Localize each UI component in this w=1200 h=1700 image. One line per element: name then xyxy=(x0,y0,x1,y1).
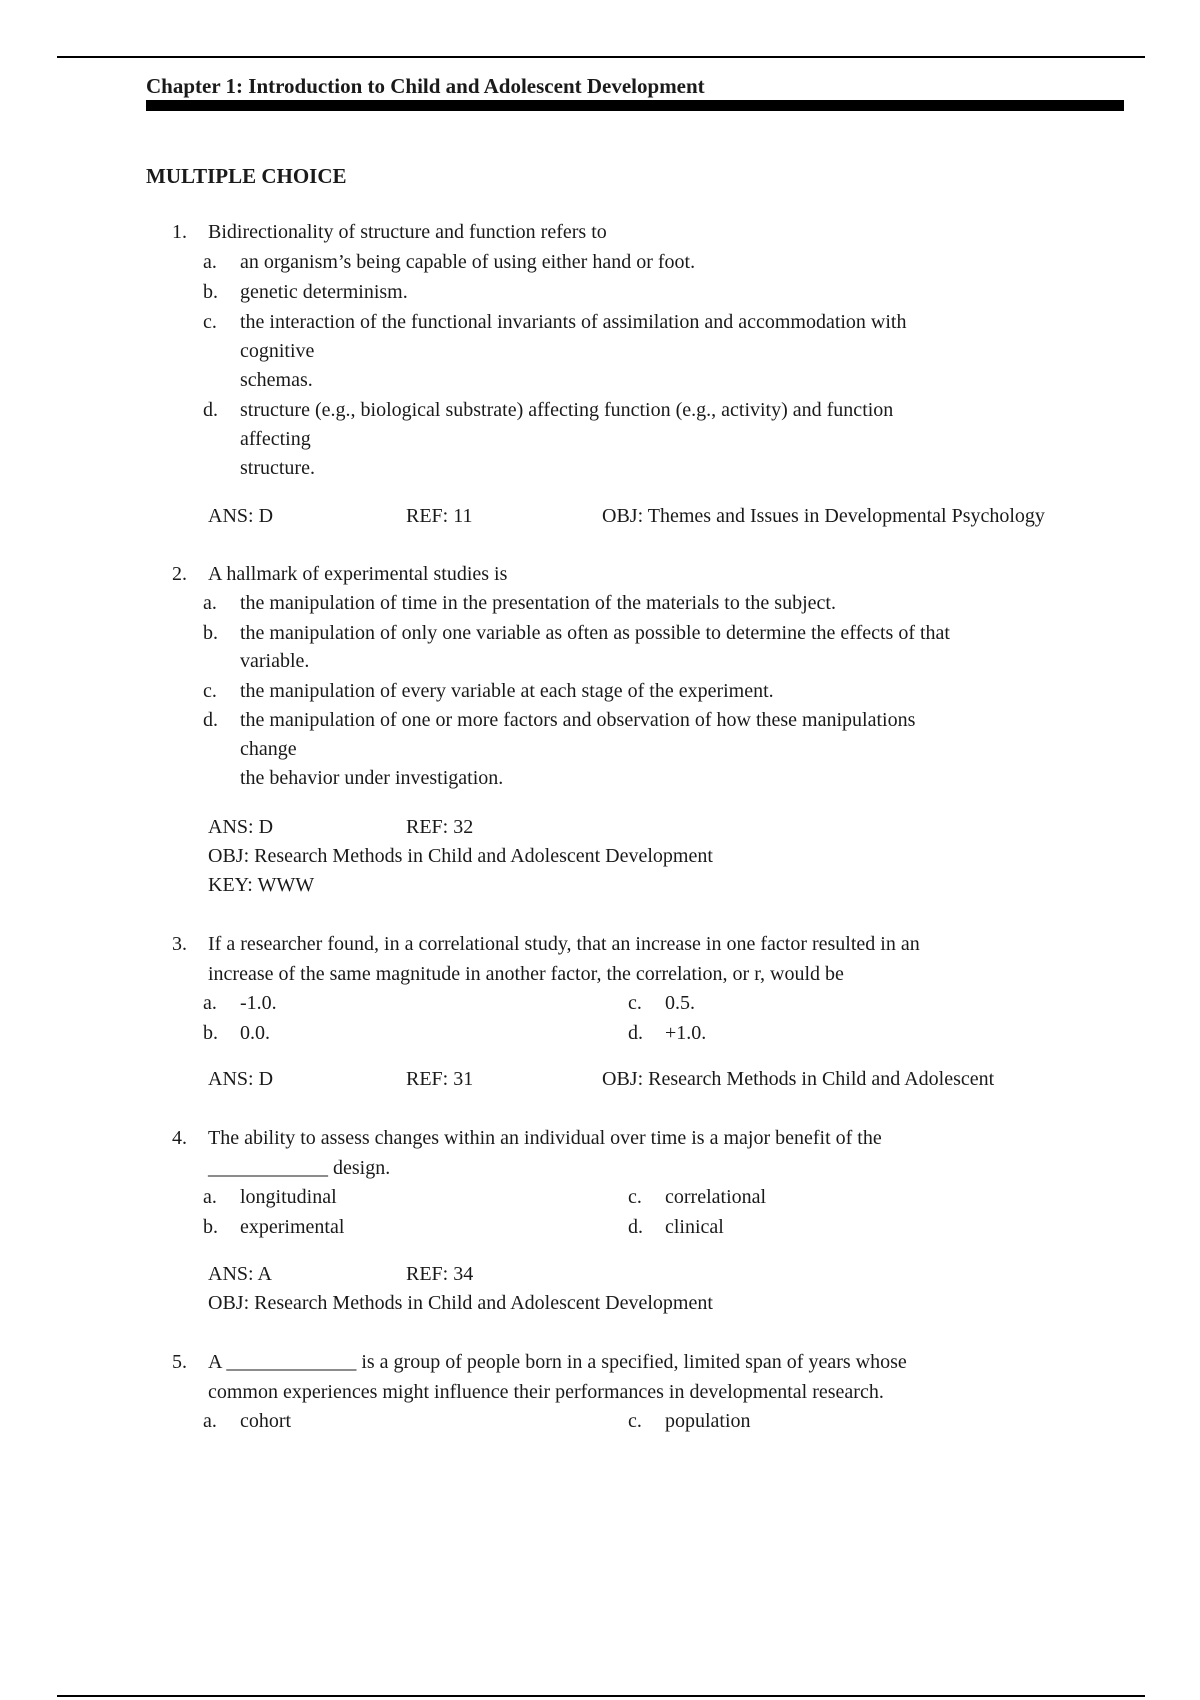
option-letter: a. xyxy=(203,251,217,273)
option-letter: d. xyxy=(628,1216,643,1238)
option-text: the manipulation of every variable at each stage of the experiment. xyxy=(240,680,774,702)
option-text: 0.5. xyxy=(665,992,695,1014)
option-letter: c. xyxy=(628,1186,642,1208)
option-text: schemas. xyxy=(240,369,313,391)
objective: OBJ: Research Methods in Child and Adolescent Development xyxy=(208,845,713,867)
option-letter: b. xyxy=(203,281,218,303)
option-text: longitudinal xyxy=(240,1186,337,1208)
bottom-rule xyxy=(57,1695,1145,1697)
answer: ANS: D xyxy=(208,816,274,838)
option-text: the behavior under investigation. xyxy=(240,767,504,789)
option-letter: a. xyxy=(203,1186,217,1208)
question-stem: A _____________ is a group of people born in a specified, limited span of years whose xyxy=(208,1351,907,1373)
reference: REF: 11 xyxy=(406,505,473,527)
question-number: 1. xyxy=(172,221,187,243)
reference: REF: 31 xyxy=(406,1068,474,1090)
option-text: correlational xyxy=(665,1186,767,1208)
option-letter: d. xyxy=(203,399,218,421)
option-text: structure (e.g., biological substrate) affecting function (e.g., activity) and function xyxy=(240,399,894,421)
option-text: the manipulation of only one variable as often as possible to determine the effects of that xyxy=(240,622,950,644)
question-stem: increase of the same magnitude in another factor, the correlation, or r, would be xyxy=(208,963,844,985)
option-letter: a. xyxy=(203,992,217,1014)
option-text: +1.0. xyxy=(665,1022,707,1044)
option-text: the manipulation of time in the presentation of the materials to the subject. xyxy=(240,592,836,614)
option-letter: a. xyxy=(203,592,217,614)
question-number: 3. xyxy=(172,933,187,955)
reference: REF: 34 xyxy=(406,1263,474,1285)
option-text: -1.0. xyxy=(240,992,277,1014)
question-number: 5. xyxy=(172,1351,187,1373)
reference: REF: 32 xyxy=(406,816,474,838)
answer: ANS: D xyxy=(208,505,274,527)
answer: ANS: A xyxy=(208,1263,272,1285)
chapter-title: Chapter 1: Introduction to Child and Adolescent Development xyxy=(146,74,705,98)
chapter-title-underline xyxy=(146,100,1124,111)
option-letter: c. xyxy=(628,992,642,1014)
option-letter: b. xyxy=(203,622,218,644)
section-title: MULTIPLE CHOICE xyxy=(146,164,347,188)
option-text: the manipulation of one or more factors and observation of how these manipulations xyxy=(240,709,916,731)
option-text: genetic determinism. xyxy=(240,281,408,303)
option-text: structure. xyxy=(240,457,315,479)
option-letter: a. xyxy=(203,1410,217,1432)
option-text: experimental xyxy=(240,1216,345,1238)
option-text: cognitive xyxy=(240,340,315,362)
option-text: clinical xyxy=(665,1216,724,1238)
objective: OBJ: Research Methods in Child and Adolescent Development xyxy=(208,1292,713,1314)
question-stem: ____________ design. xyxy=(208,1157,391,1179)
option-letter: d. xyxy=(628,1022,643,1044)
objective: OBJ: Themes and Issues in Developmental Psychology xyxy=(602,505,1045,527)
answer: ANS: D xyxy=(208,1068,274,1090)
question-number: 4. xyxy=(172,1127,187,1149)
option-letter: b. xyxy=(203,1216,218,1238)
option-text: 0.0. xyxy=(240,1022,270,1044)
key: KEY: WWW xyxy=(208,874,315,896)
option-text: affecting xyxy=(240,428,311,450)
option-text: the interaction of the functional invariants of assimilation and accommodation with xyxy=(240,311,907,333)
question-stem: If a researcher found, in a correlational study, that an increase in one factor resulted in an xyxy=(208,933,920,955)
question-stem: common experiences might influence their performances in developmental research. xyxy=(208,1381,884,1403)
option-text: variable. xyxy=(240,650,310,672)
question-number: 2. xyxy=(172,563,187,585)
objective: OBJ: Research Methods in Child and Adolescent xyxy=(602,1068,995,1090)
option-letter: c. xyxy=(203,311,217,333)
option-text: change xyxy=(240,738,297,760)
option-text: cohort xyxy=(240,1410,292,1432)
question-stem: Bidirectionality of structure and function refers to xyxy=(208,221,607,243)
top-rule xyxy=(57,56,1145,58)
option-text: an organism’s being capable of using either hand or foot. xyxy=(240,251,696,273)
option-letter: d. xyxy=(203,709,218,731)
question-stem: A hallmark of experimental studies is xyxy=(208,563,508,585)
question-stem: The ability to assess changes within an individual over time is a major benefit of the xyxy=(208,1127,882,1149)
option-letter: c. xyxy=(203,680,217,702)
option-text: population xyxy=(665,1410,751,1432)
option-letter: b. xyxy=(203,1022,218,1044)
option-letter: c. xyxy=(628,1410,642,1432)
